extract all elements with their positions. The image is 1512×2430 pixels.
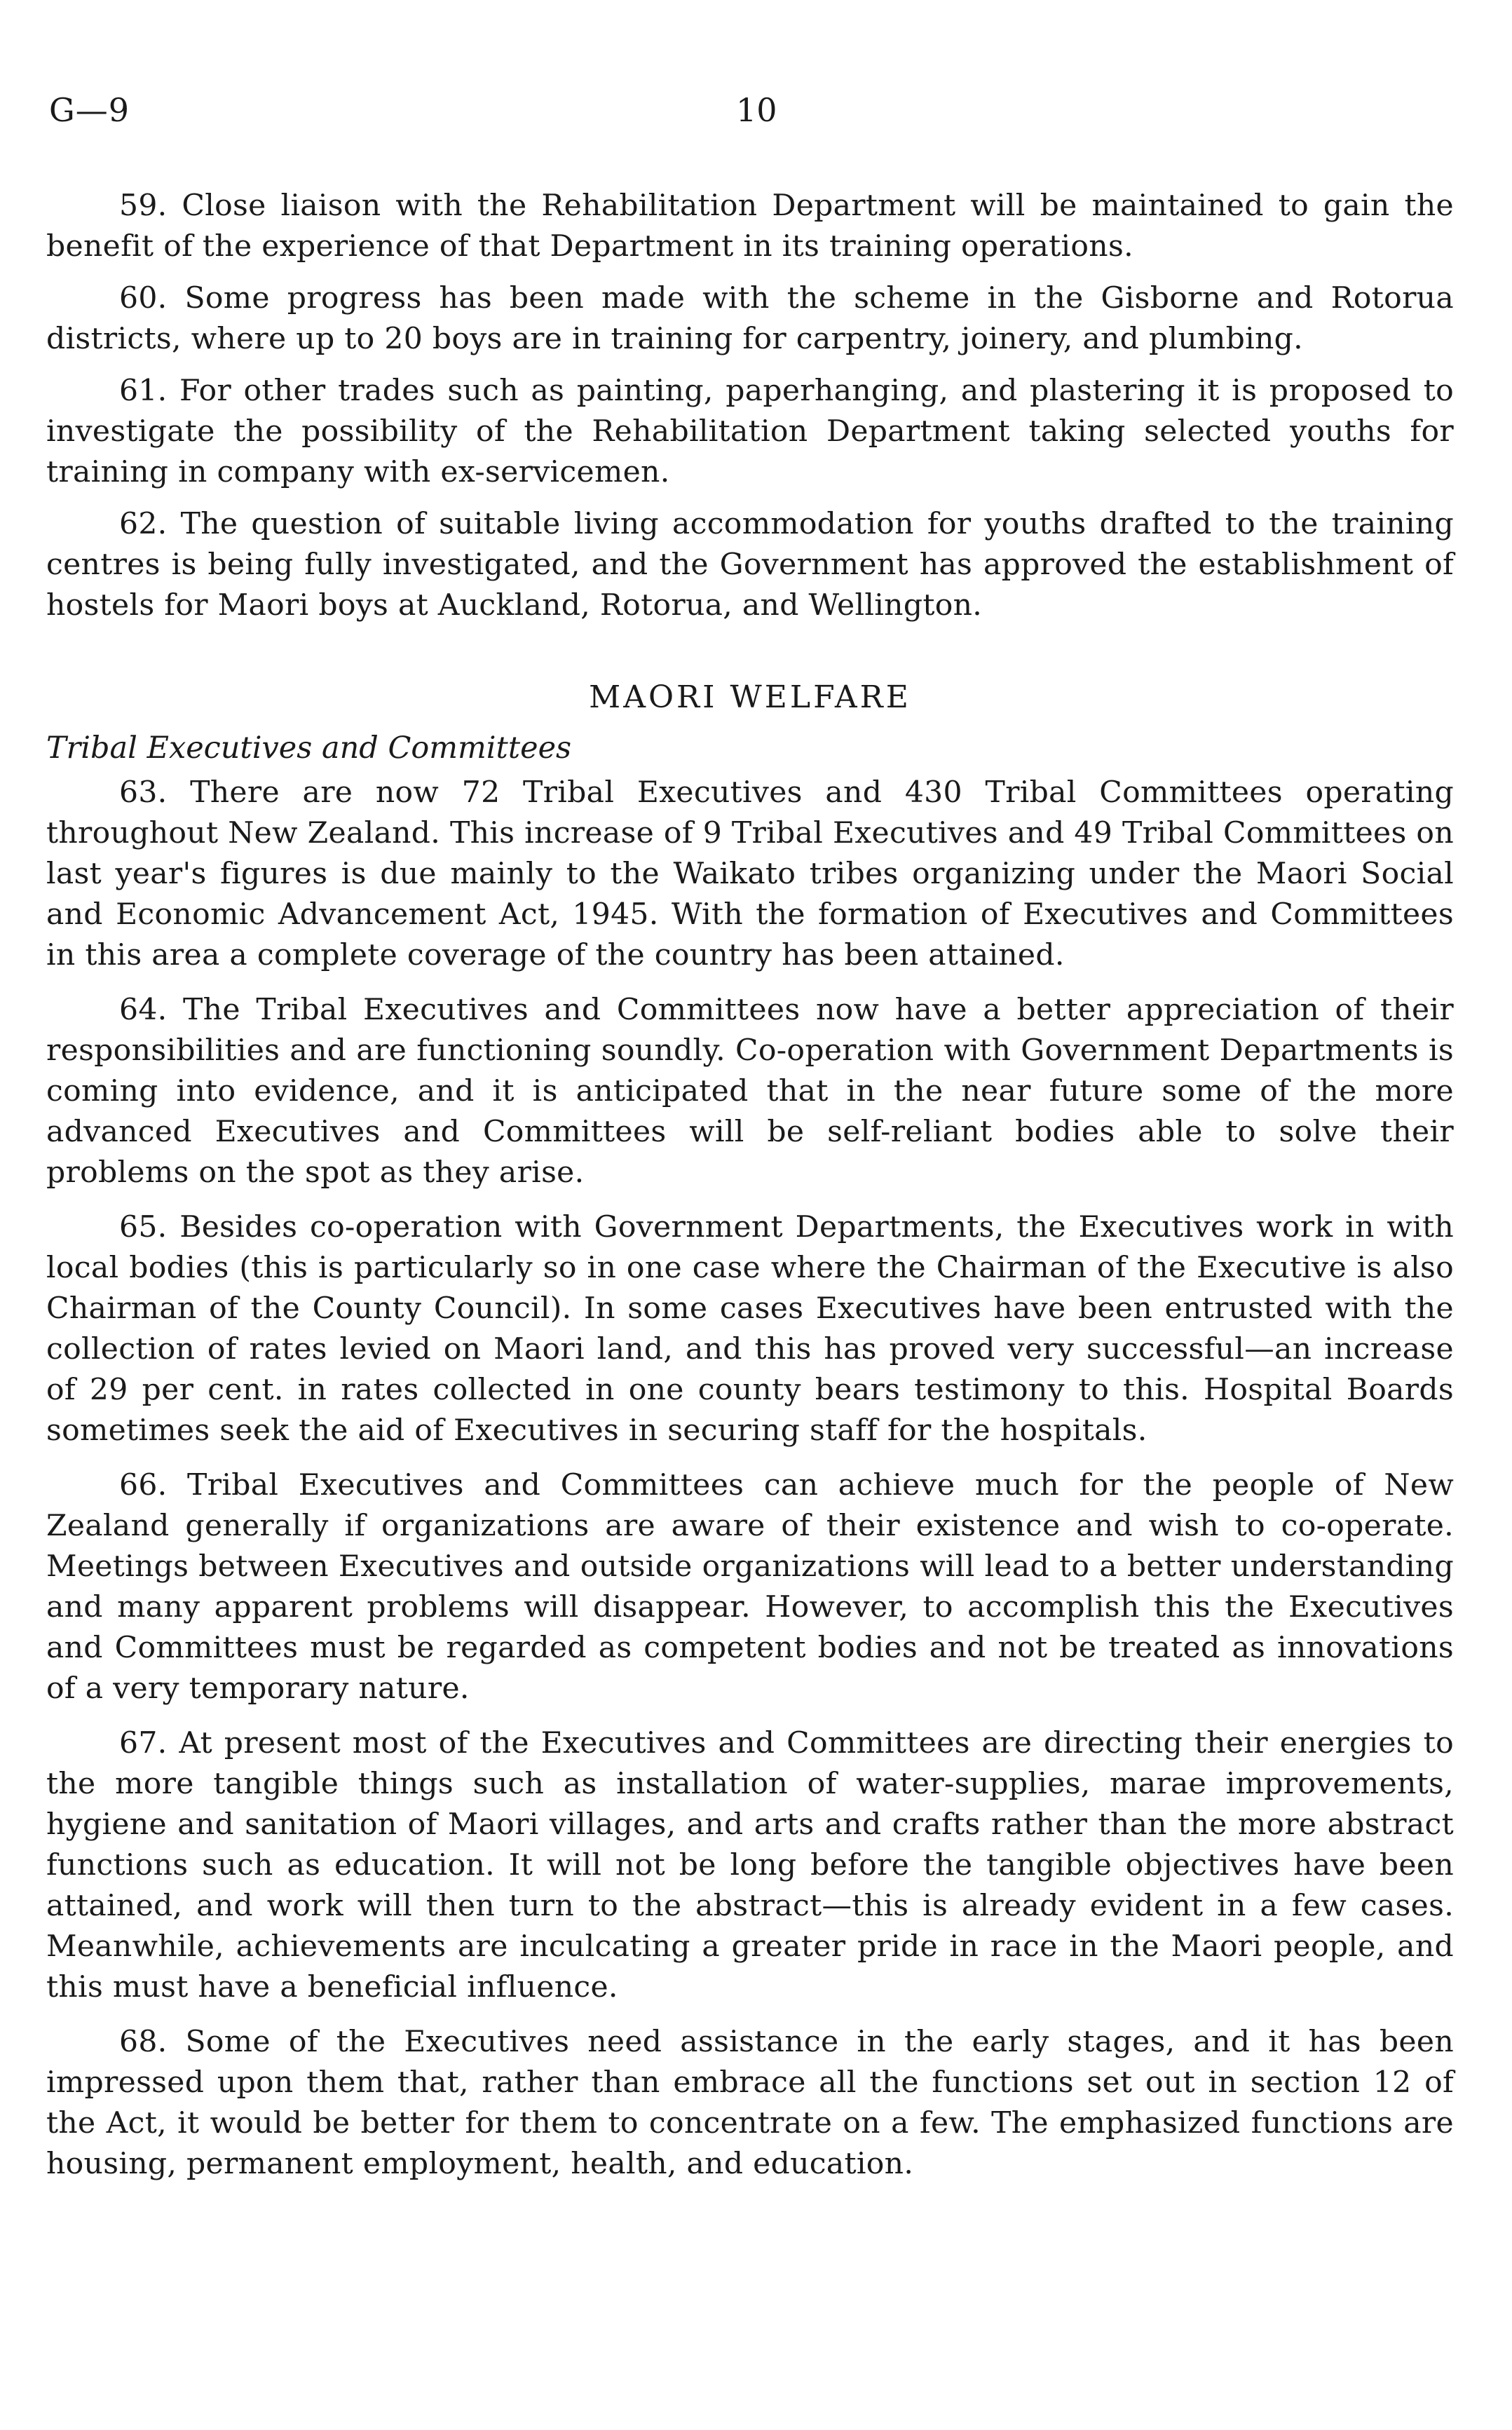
paragraph-67: 67. At present most of the Executives and Committees are directing their energies to the more tangible things such as installation of water-supplies, marae improvements, hygiene and sanitation of Maori villages, and arts and crafts rather than the more abstract functions such as education. It will not be long before the tangible objectives have been attained, and work will then turn to the abstract—this is already evident in a few cases. Meanwhile, achievements are inculcating a greater pride in race in the Maori people, and this must have a beneficial influence. [46, 1726, 1454, 2004]
paragraph-65: 65. Besides co-operation with Government Departments, the Executives work in with local bodies (this is particularly so in one case where the Chairman of the Executive is also Chairman of the County Council). In some cases Executives have been entrusted with the collection of rates levied on Maori land, and this has proved very successful—an increase of 29 per cent. in rates collected in one county bears testimony to this. Hospital Boards sometimes seek the aid of Executives in securing staff for the hospitals. [46, 1210, 1454, 1448]
paragraph-63: 63. There are now 72 Tribal Executives and 430 Tribal Committees operating throughout New Zealand. This increase of 9 Tribal Executives and 49 Tribal Committees on last year's figures is due mainly to the Waikato tribes organizing under the Maori Social and Economic Advancement Act, 1945. With the formation of Executives and Committees in this area a complete coverage of the country has been attained. [46, 775, 1454, 972]
paragraph-68: 68. Some of the Executives need assistance in the early stages, and it has been impressed upon them that, rather than embrace all the functions set out in section 12 of the Act, it would be better for them to concentrate on a few. The emphasized functions are housing, permanent employment, health, and education. [46, 2025, 1454, 2181]
section-subheading: Tribal Executives and Committees [46, 731, 572, 766]
paragraph-59: 59. Close liaison with the Rehabilitation Department will be maintained to gain the benefit of the experience of that Department in its training operations. [46, 189, 1454, 264]
body-text [46, 186, 1454, 2199]
section-heading: MAORI WELFARE [589, 679, 911, 715]
paragraph-62: 62. The question of suitable living accommodation for youths drafted to the training centres is being fully investigated, and the Government has approved the establishment of hostels for Maori boys at Auckland, Rotorua, and Wellington. [46, 507, 1454, 623]
paragraph-61: 61. For other trades such as painting, paperhanging, and plastering it is proposed to investigate the possibility of the Rehabilitation Department taking selected youths for training in company with ex-servicemen. [46, 374, 1454, 489]
page-number: 10 [736, 91, 777, 129]
page-header [49, 84, 1458, 140]
paragraph-64: 64. The Tribal Executives and Committees now have a better appreciation of their responsibilities and are functioning soundly. Co-operation with Government Departments is coming into evidence, and it is anticipated that in the near future some of the more advanced Executives and Committees will be self-reliant bodies able to solve their problems on the spot as they arise. [46, 993, 1454, 1190]
document-code: G—9 [49, 91, 130, 129]
paragraph-66: 66. Tribal Executives and Committees can achieve much for the people of New Zealand generally if organizations are aware of their existence and wish to co-operate. Meetings between Executives and outside organizations will lead to a better understanding and many apparent problems will disappear. However, to accomplish this the Executives and Committees must be regarded as competent bodies and not be treated as innovations of a very temporary nature. [46, 1468, 1454, 1706]
paragraph-60: 60. Some progress has been made with the scheme in the Gisborne and Rotorua districts, where up to 20 boys are in training for carpentry, joinery, and plumbing. [46, 281, 1454, 356]
